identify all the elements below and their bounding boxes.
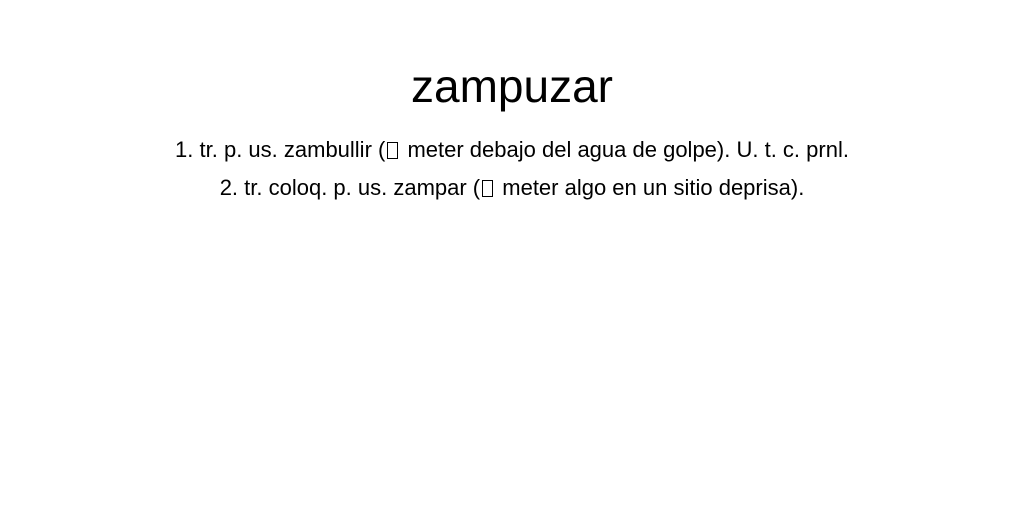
definition-2-text-before: 2. tr. coloq. p. us. zampar (: [219, 175, 481, 200]
definition-2-text-after: meter algo en un sitio deprisa).: [496, 175, 805, 200]
missing-glyph-icon: [387, 142, 398, 159]
definition-list: [0, 131, 1024, 207]
missing-glyph-icon: [482, 180, 493, 197]
headword: zampuzar: [411, 60, 613, 112]
definition-1-text-after: meter debajo del agua de golpe). U. t. c. prnl.: [401, 137, 849, 162]
definition-1-text-before: 1. tr. p. us. zambullir (: [175, 137, 386, 162]
definition-1: [0, 131, 1024, 169]
definition-2: [0, 169, 1024, 207]
